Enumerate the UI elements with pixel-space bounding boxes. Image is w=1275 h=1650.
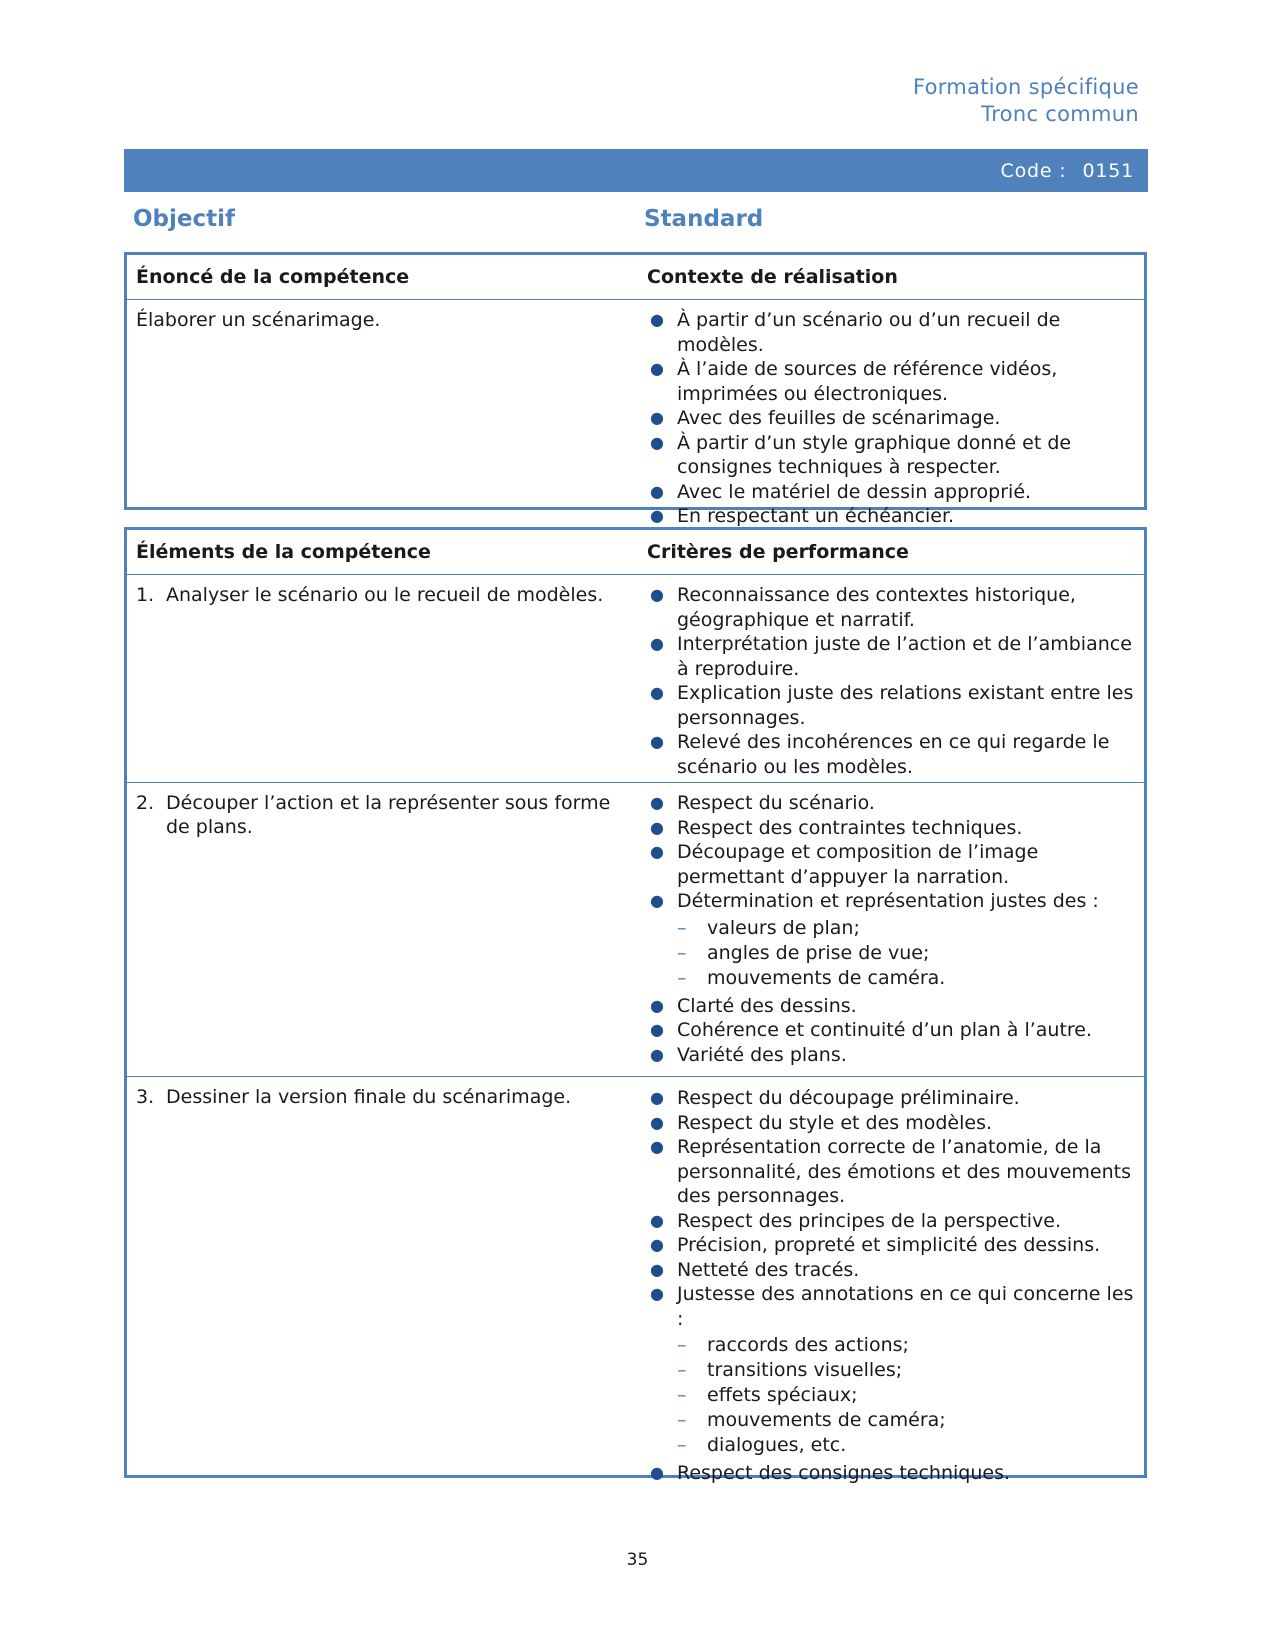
- heading-standard: Standard: [644, 206, 764, 232]
- dash-icon: –: [677, 1434, 687, 1456]
- list-item: ● En respectant un échéancier.: [650, 505, 955, 527]
- list-item: ● Respect du scénario.: [650, 792, 875, 814]
- bullet-icon: ●: [650, 1284, 664, 1303]
- table-header-row: [127, 530, 1144, 574]
- list-item: ● Avec le matériel de dessin approprié.: [650, 480, 1032, 503]
- program-title: Formation spécifique: [912, 75, 1139, 99]
- section-headings: [124, 206, 1146, 236]
- bullet-icon: ●: [650, 1112, 664, 1132]
- code-bar: [124, 149, 1148, 192]
- program-subtitle: Tronc commun: [981, 102, 1139, 126]
- bullet-icon: ●: [650, 793, 664, 812]
- bullet-icon: ●: [650, 1463, 664, 1482]
- dash-icon: –: [677, 1334, 687, 1356]
- list-item: ● Netteté des tracés.: [650, 1258, 860, 1281]
- list-item: ● Respect des contraintes techniques.: [650, 816, 1023, 839]
- criteria-list: [647, 1086, 1144, 1486]
- code-label: Code :: [1000, 159, 1067, 182]
- column-header-context: Contexte de réalisation: [647, 266, 898, 288]
- bullet-icon: ●: [650, 432, 664, 452]
- table-row: [127, 299, 1144, 527]
- sub-list-item: – mouvements de caméra;: [677, 1409, 946, 1431]
- dash-icon: –: [677, 1359, 687, 1381]
- dash-icon: –: [677, 966, 687, 989]
- criteria-list: [647, 791, 1144, 1067]
- list-item: ● Représentation correcte de l’anatomie, de la personnalité, des émotions et des mouvements des personnages.: [650, 1136, 1131, 1207]
- bullet-icon: ●: [650, 310, 664, 329]
- list-item: ● Justesse des annotations en ce qui concerne les : – raccords des actions; – transitions visuelles; – effets spéciaux; – mouvements de caméra; – dialogues, etc.: [647, 1282, 1144, 1458]
- bullet-icon: ●: [650, 1137, 664, 1156]
- list-item: ● Respect des consignes techniques.: [650, 1462, 1011, 1484]
- page-number: 35: [626, 1550, 649, 1570]
- list-item: ● Variété des plans.: [650, 1043, 847, 1066]
- competency-elements-table: [124, 527, 1147, 1484]
- sub-list: [677, 916, 1144, 991]
- list-item: ● Respect du style et des modèles.: [650, 1111, 993, 1134]
- list-item: ● Interprétation juste de l’action et de l’ambiance à reproduire.: [650, 633, 1132, 680]
- sub-list-item: – mouvements de caméra.: [677, 966, 946, 989]
- list-item: ● Clarté des dessins.: [650, 994, 857, 1017]
- list-item: ● Explication juste des relations existant entre les personnages.: [650, 682, 1134, 729]
- bullet-icon: ●: [650, 1259, 664, 1279]
- table-row: [127, 574, 1144, 782]
- sub-list-item: – angles de prise de vue;: [677, 941, 930, 964]
- element-item: 3. Dessiner la version finale du scénarimage.: [136, 1086, 572, 1108]
- list-item: ● Découpage et composition de l’image permettant d’appuyer la narration.: [650, 841, 1039, 888]
- sub-list-item: – valeurs de plan;: [677, 916, 860, 939]
- list-item: ● À partir d’un style graphique donné et de consignes techniques à respecter.: [650, 431, 1072, 478]
- heading-objectif: Objectif: [133, 206, 236, 232]
- criteria-list: [647, 583, 1144, 779]
- bullet-icon: ●: [650, 359, 664, 378]
- table-row: [127, 1076, 1144, 1484]
- column-header-criteria: Critères de performance: [647, 541, 909, 563]
- bullet-icon: ●: [650, 732, 664, 751]
- list-item: ● À l’aide de sources de référence vidéos, imprimées ou électroniques.: [650, 358, 1058, 405]
- sub-list-item: – dialogues, etc.: [677, 1434, 847, 1456]
- list-item: ● Détermination et représentation justes des : – valeurs de plan; – angles de prise de vue; – mouvements de caméra.: [647, 889, 1144, 991]
- bullet-icon: ●: [650, 408, 664, 427]
- table-row: [127, 782, 1144, 1076]
- column-header-elements: Éléments de la compétence: [136, 541, 431, 563]
- bullet-icon: ●: [650, 506, 664, 525]
- element-item: 1. Analyser le scénario ou le recueil de modèles.: [136, 584, 604, 606]
- list-item: ● Respect des principes de la perspective.: [650, 1209, 1062, 1232]
- list-item: ● Respect du découpage préliminaire.: [650, 1087, 1020, 1109]
- sub-list-item: – transitions visuelles;: [677, 1359, 903, 1381]
- list-item: ● Cohérence et continuité d’un plan à l’autre.: [650, 1019, 1093, 1041]
- program-header: [913, 74, 1139, 128]
- bullet-icon: ●: [650, 1020, 664, 1039]
- bullet-icon: ●: [650, 683, 664, 702]
- sub-list-item: – raccords des actions;: [677, 1334, 909, 1356]
- bullet-icon: ●: [650, 817, 664, 837]
- sub-list-item: – effets spéciaux;: [677, 1384, 858, 1406]
- list-item: ● Avec des feuilles de scénarimage.: [650, 407, 1001, 429]
- bullet-icon: ●: [650, 842, 664, 861]
- bullet-icon: ●: [650, 1235, 664, 1254]
- bullet-icon: ●: [650, 995, 664, 1015]
- bullet-icon: ●: [650, 1210, 664, 1230]
- context-list: [647, 308, 1144, 529]
- element-item: 2. Découper l’action et la représenter sous forme de plans.: [136, 792, 611, 838]
- dash-icon: –: [677, 941, 687, 964]
- bullet-icon: ●: [650, 634, 664, 653]
- bullet-icon: ●: [650, 585, 664, 604]
- competency-statement-table: [124, 252, 1147, 527]
- dash-icon: –: [677, 1409, 687, 1431]
- list-item: ● Relevé des incohérences en ce qui regarde le scénario ou les modèles.: [650, 731, 1110, 778]
- bullet-icon: ●: [650, 481, 664, 501]
- bullet-icon: ●: [650, 891, 664, 910]
- dash-icon: –: [677, 1384, 687, 1406]
- table-header-row: [127, 255, 1144, 299]
- code-value: 0151: [1082, 159, 1134, 182]
- column-header-statement: Énoncé de la compétence: [136, 266, 410, 288]
- competency-statement: Élaborer un scénarimage.: [136, 309, 381, 331]
- list-item: ● Précision, propreté et simplicité des dessins.: [650, 1234, 1101, 1256]
- sub-list: [677, 1333, 1144, 1458]
- list-item: ● Reconnaissance des contextes historique, géographique et narratif.: [650, 584, 1076, 631]
- bullet-icon: ●: [650, 1044, 664, 1064]
- bullet-icon: ●: [650, 1088, 664, 1107]
- dash-icon: –: [677, 916, 687, 939]
- list-item: ● À partir d’un scénario ou d’un recueil de modèles.: [650, 309, 1061, 356]
